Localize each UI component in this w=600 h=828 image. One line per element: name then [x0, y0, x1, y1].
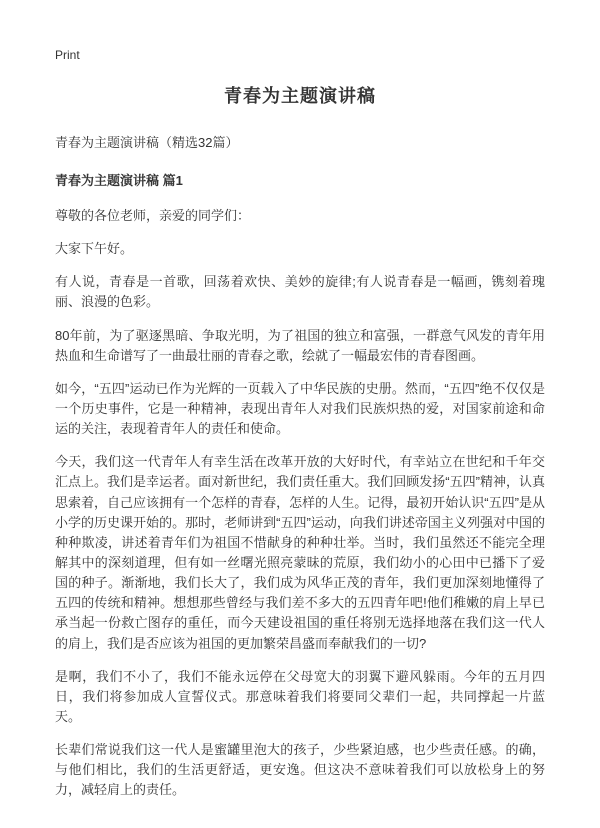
paragraph: 有人说，青春是一首歌，回荡着欢快、美妙的旋律;有人说青春是一幅画，镌刻着瑰丽、浪漫的色彩。 [55, 274, 545, 310]
paragraph-salutation: 尊敬的各位老师，亲爱的同学们： [55, 208, 251, 223]
paragraph: 长辈们常说我们这一代人是蜜罐里泡大的孩子，少些紧迫感，也少些责任感。的确，与他们相比，我们的生活更舒适，更安逸。但这决不意味着我们可以放松身上的努力，减轻肩上的责任。 [55, 742, 545, 798]
paragraph: 今天，我们这一代青年人有幸生活在改革开放的大好时代，有幸站立在世纪和千年交汇点上。我们是幸运者。面对新世纪，我们责任重大。我们回顾发扬“五四”精神，认真思索着，自己应该拥有一个怎样的青春，怎样的人生。记得，最初开始认识“五四”是从小学的历史课开始的。那时，老师讲到“五四”运动，向我们讲述帝国主义列强对中国的种种欺凌，讲述着青年们为祖国不惜献身的种种壮举。当时，我们虽然还不能完全理解其中的深刻道理，但有如一丝曙光照亮蒙昧的荒原，我们幼小的心田中已播下了爱国的种子。渐渐地，我们长大了，我们成为风华正茂的青年，我们更加深刻地懂得了五四的传统和精神。想想那些曾经与我们差不多大的五四青年吧!他们稚嫩的肩上早已承当起一份救亡图存的重任，而今天建设祖国的重任将别无选择地落在我们这一代人的肩上，我们是否应该为祖国的更加繁荣昌盛而奉献我们的一切? [55, 454, 545, 651]
paragraph-greeting: 大家下午好。 [55, 241, 134, 257]
section-heading: 青春为主题演讲稿 篇1 [55, 173, 183, 188]
page-title: 青春为主题演讲稿 [224, 86, 376, 106]
document-subtitle: 青春为主题演讲稿（精选32篇） [55, 135, 239, 150]
paragraph: 80年前，为了驱逐黑暗、争取光明，为了祖国的独立和富强，一群意气风发的青年用热血和生命谱写了一曲最壮丽的青春之歌，绘就了一幅最宏伟的青春图画。 [55, 327, 545, 363]
print-button[interactable]: Print [55, 48, 80, 62]
paragraph: 是啊，我们不小了，我们不能永远停在父母宽大的羽翼下避风躲雨。今年的五月四日，我们将参加成人宣誓仪式。那意味着我们将要同父辈们一起，共同撑起一片蓝天。 [55, 668, 545, 724]
paragraph: 如今，“五四”运动已作为光辉的一页载入了中华民族的史册。然而，“五四”绝不仅仅是一个历史事件，它是一种精神，表现出青年人对我们民族炽热的爱，对国家前途和命运的关注，表现着青年人的责任和使命。 [55, 380, 545, 437]
